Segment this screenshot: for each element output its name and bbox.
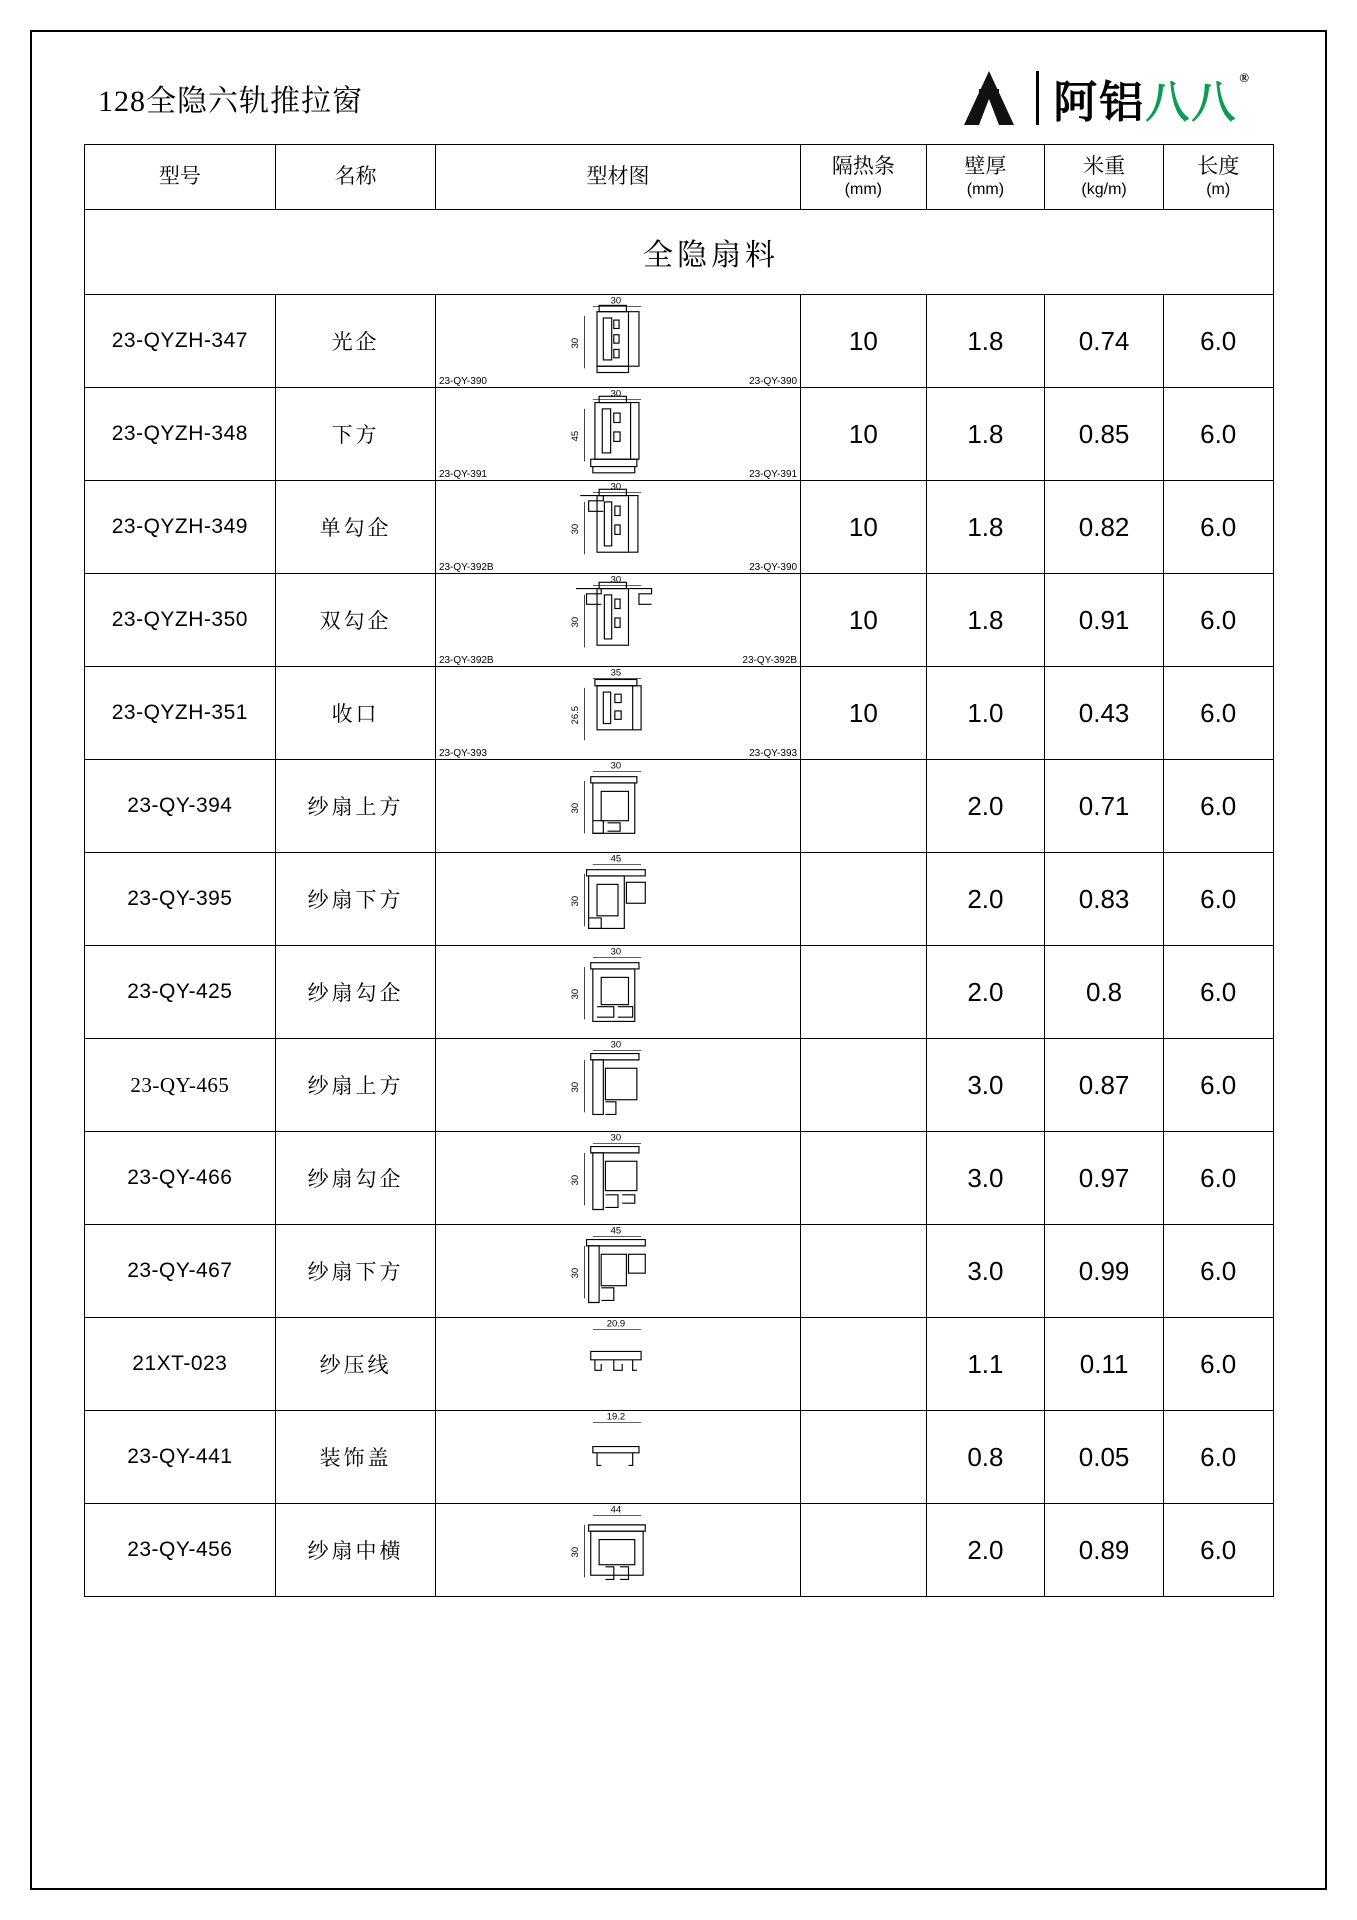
cell-profile-figure <box>435 388 800 481</box>
svg-text:30: 30 <box>569 988 581 1000</box>
profile-cross-section-icon <box>468 948 768 1034</box>
cell-name: 光企 <box>276 295 436 388</box>
svg-text:30: 30 <box>569 1267 581 1279</box>
cell-wall-thickness: 2.0 <box>926 946 1045 1039</box>
cell-wall-thickness: 1.1 <box>926 1318 1045 1411</box>
cell-weight: 0.89 <box>1045 1504 1164 1597</box>
profile-figure <box>437 1506 799 1594</box>
svg-text:30: 30 <box>569 1174 581 1186</box>
profile-cross-section-icon <box>468 1413 768 1499</box>
cell-weight: 0.82 <box>1045 481 1164 574</box>
profile-figure <box>437 948 799 1036</box>
figure-code-left: 23-QY-390 <box>438 376 487 387</box>
table-header-row <box>84 145 1273 210</box>
cell-weight: 0.8 <box>1045 946 1164 1039</box>
logo-mark-icon <box>956 69 1022 127</box>
cell-model: 23-QYZH-350 <box>84 574 276 667</box>
profile-cross-section-icon <box>468 855 768 941</box>
col-header-figure-label: 型材图 <box>586 164 650 188</box>
logo-divider <box>1036 71 1039 125</box>
page-content <box>60 52 1297 1597</box>
cell-name: 单勾企 <box>276 481 436 574</box>
cell-thermal-strip <box>801 760 927 853</box>
cell-wall-thickness: 3.0 <box>926 1132 1045 1225</box>
col-header-wall-thickness-unit: (mm) <box>966 181 1005 199</box>
cell-model: 23-QY-394 <box>84 760 276 853</box>
cell-profile-figure <box>435 1504 800 1597</box>
cell-weight: 0.91 <box>1045 574 1164 667</box>
figure-code-right: 23-QY-392B <box>742 655 798 666</box>
figure-code-right: 23-QY-391 <box>749 469 798 480</box>
cell-weight: 0.74 <box>1045 295 1164 388</box>
cell-wall-thickness: 2.0 <box>926 853 1045 946</box>
svg-text:30: 30 <box>569 523 581 535</box>
col-header-weight-unit: (kg/m) <box>1081 181 1127 199</box>
cell-wall-thickness: 1.8 <box>926 481 1045 574</box>
profile-cross-section-icon <box>468 1134 768 1220</box>
cell-profile-figure <box>435 481 800 574</box>
cell-weight: 0.87 <box>1045 1039 1164 1132</box>
registered-mark: ® <box>1239 70 1251 85</box>
figure-code-right: 23-QY-393 <box>749 748 798 759</box>
svg-text:20.9: 20.9 <box>606 1320 626 1329</box>
table-row <box>84 853 1273 946</box>
cell-name: 下方 <box>276 388 436 481</box>
svg-text:30: 30 <box>569 616 581 628</box>
col-header-length-unit: (m) <box>1206 181 1231 199</box>
profile-figure <box>437 762 799 850</box>
figure-code-right: 23-QY-390 <box>749 376 798 387</box>
svg-text:30: 30 <box>569 337 581 349</box>
profile-cross-section-icon <box>468 1320 768 1406</box>
profile-cross-section-icon <box>468 1506 768 1592</box>
table-row <box>84 1225 1273 1318</box>
figure-code-left: 23-QY-391 <box>438 469 487 480</box>
svg-text:30: 30 <box>610 948 622 957</box>
cell-weight: 0.11 <box>1045 1318 1164 1411</box>
figure-code-left: 23-QY-392B <box>438 562 494 573</box>
svg-text:44: 44 <box>610 1506 622 1515</box>
cell-length: 6.0 <box>1163 1504 1273 1597</box>
table-row <box>84 760 1273 853</box>
logo-text-right: 八八 <box>1145 78 1238 127</box>
cell-weight: 0.71 <box>1045 760 1164 853</box>
profile-figure <box>437 855 799 943</box>
profile-cross-section-icon <box>468 297 768 383</box>
cell-model: 23-QYZH-351 <box>84 667 276 760</box>
col-header-weight <box>1045 145 1164 210</box>
cell-length: 6.0 <box>1163 1225 1273 1318</box>
profile-cross-section-icon <box>468 1227 768 1313</box>
document-header <box>60 52 1297 144</box>
cell-length: 6.0 <box>1163 760 1273 853</box>
cell-wall-thickness: 1.8 <box>926 574 1045 667</box>
cell-length: 6.0 <box>1163 853 1273 946</box>
cell-thermal-strip: 10 <box>801 295 927 388</box>
cell-thermal-strip <box>801 1504 927 1597</box>
profile-figure <box>437 576 799 664</box>
profile-cross-section-icon <box>468 483 768 569</box>
col-header-name-label: 名称 <box>334 164 377 188</box>
svg-text:30: 30 <box>569 802 581 814</box>
profile-figure <box>437 1320 799 1408</box>
col-header-thermal-strip-label: 隔热条 <box>831 154 895 178</box>
cell-thermal-strip <box>801 1039 927 1132</box>
profile-figure <box>437 1134 799 1222</box>
cell-name: 装饰盖 <box>276 1411 436 1504</box>
figure-code-left: 23-QY-392B <box>438 655 494 666</box>
cell-weight: 0.83 <box>1045 853 1164 946</box>
figure-code-left: 23-QY-393 <box>438 748 487 759</box>
cell-thermal-strip <box>801 1318 927 1411</box>
svg-text:30: 30 <box>569 1081 581 1093</box>
svg-text:19.2: 19.2 <box>606 1413 626 1422</box>
cell-profile-figure <box>435 1225 800 1318</box>
profile-figure <box>437 1413 799 1501</box>
section-title: 全隐扇料 <box>84 210 1273 295</box>
cell-model: 23-QY-395 <box>84 853 276 946</box>
profile-figure <box>437 297 799 385</box>
table-row <box>84 667 1273 760</box>
figure-code-right: 23-QY-390 <box>749 562 798 573</box>
col-header-wall-thickness <box>926 145 1045 210</box>
cell-name: 纱扇上方 <box>276 1039 436 1132</box>
col-header-thermal-strip <box>801 145 927 210</box>
table-row <box>84 1132 1273 1225</box>
cell-model: 23-QYZH-347 <box>84 295 276 388</box>
table-row <box>84 574 1273 667</box>
cell-wall-thickness: 3.0 <box>926 1039 1045 1132</box>
svg-text:30: 30 <box>610 1134 622 1143</box>
svg-text:30: 30 <box>610 483 622 492</box>
cell-thermal-strip: 10 <box>801 667 927 760</box>
cell-thermal-strip: 10 <box>801 388 927 481</box>
cell-name: 纱扇勾企 <box>276 1132 436 1225</box>
brand-logo <box>956 66 1279 130</box>
cell-length: 6.0 <box>1163 574 1273 667</box>
svg-text:30: 30 <box>610 297 622 306</box>
cell-profile-figure <box>435 295 800 388</box>
cell-wall-thickness: 2.0 <box>926 760 1045 853</box>
cell-thermal-strip <box>801 1225 927 1318</box>
table-row <box>84 1039 1273 1132</box>
cell-name: 纱扇中横 <box>276 1504 436 1597</box>
table-row <box>84 1411 1273 1504</box>
table-row <box>84 946 1273 1039</box>
cell-length: 6.0 <box>1163 946 1273 1039</box>
svg-text:45: 45 <box>610 1227 622 1236</box>
cell-weight: 0.43 <box>1045 667 1164 760</box>
cell-wall-thickness: 1.8 <box>926 388 1045 481</box>
cell-profile-figure <box>435 1318 800 1411</box>
svg-text:30: 30 <box>610 576 622 585</box>
profile-cross-section-icon <box>468 762 768 848</box>
profile-figure <box>437 483 799 571</box>
cell-wall-thickness: 2.0 <box>926 1504 1045 1597</box>
col-header-length-label: 长度 <box>1197 154 1240 178</box>
cell-profile-figure <box>435 1132 800 1225</box>
profile-cross-section-icon <box>468 576 768 662</box>
svg-text:30: 30 <box>610 762 622 771</box>
cell-thermal-strip <box>801 946 927 1039</box>
col-header-figure <box>435 145 800 210</box>
cell-name: 纱扇上方 <box>276 760 436 853</box>
table-row <box>84 388 1273 481</box>
cell-length: 6.0 <box>1163 1132 1273 1225</box>
col-header-model <box>84 145 276 210</box>
cell-profile-figure <box>435 667 800 760</box>
cell-length: 6.0 <box>1163 388 1273 481</box>
cell-thermal-strip <box>801 1132 927 1225</box>
table-body <box>84 210 1273 1597</box>
cell-weight: 0.97 <box>1045 1132 1164 1225</box>
table-row <box>84 1318 1273 1411</box>
svg-text:45: 45 <box>569 430 581 442</box>
cell-length: 6.0 <box>1163 1318 1273 1411</box>
section-header-row <box>84 210 1273 295</box>
cell-profile-figure <box>435 574 800 667</box>
col-header-model-label: 型号 <box>158 164 201 188</box>
cell-model: 23-QY-441 <box>84 1411 276 1504</box>
cell-name: 纱扇下方 <box>276 853 436 946</box>
cell-length: 6.0 <box>1163 667 1273 760</box>
profile-figure <box>437 1227 799 1315</box>
logo-wordmark <box>1053 66 1251 130</box>
svg-text:30: 30 <box>610 390 622 399</box>
cell-weight: 0.85 <box>1045 388 1164 481</box>
cell-name: 收口 <box>276 667 436 760</box>
table-row <box>84 481 1273 574</box>
col-header-wall-thickness-label: 壁厚 <box>964 154 1007 178</box>
cell-name: 纱扇勾企 <box>276 946 436 1039</box>
svg-text:26.5: 26.5 <box>569 705 581 725</box>
cell-profile-figure <box>435 1411 800 1504</box>
col-header-weight-label: 米重 <box>1083 154 1126 178</box>
profile-figure <box>437 390 799 478</box>
cell-model: 23-QYZH-348 <box>84 388 276 481</box>
page-title: 128全隐六轨推拉窗 <box>98 85 363 118</box>
svg-text:30: 30 <box>569 895 581 907</box>
profile-figure <box>437 669 799 757</box>
triangle-a-icon <box>956 69 1022 127</box>
cell-thermal-strip <box>801 1411 927 1504</box>
cell-thermal-strip <box>801 853 927 946</box>
cell-thermal-strip: 10 <box>801 574 927 667</box>
svg-text:30: 30 <box>610 1041 622 1050</box>
cell-length: 6.0 <box>1163 295 1273 388</box>
cell-model: 23-QY-466 <box>84 1132 276 1225</box>
cell-weight: 0.99 <box>1045 1225 1164 1318</box>
cell-model: 23-QY-456 <box>84 1504 276 1597</box>
cell-model: 23-QY-425 <box>84 946 276 1039</box>
col-header-name <box>276 145 436 210</box>
profile-figure <box>437 1041 799 1129</box>
cell-name: 纱压线 <box>276 1318 436 1411</box>
cell-wall-thickness: 1.0 <box>926 667 1045 760</box>
cell-name: 双勾企 <box>276 574 436 667</box>
table-row <box>84 1504 1273 1597</box>
svg-text:45: 45 <box>610 855 622 864</box>
profile-cross-section-icon <box>468 669 768 755</box>
col-header-length <box>1163 145 1273 210</box>
profile-cross-section-icon <box>468 390 768 476</box>
cell-thermal-strip: 10 <box>801 481 927 574</box>
svg-text:35: 35 <box>610 669 622 678</box>
cell-name: 纱扇下方 <box>276 1225 436 1318</box>
cell-profile-figure <box>435 760 800 853</box>
cell-model: 21XT-023 <box>84 1318 276 1411</box>
profile-cross-section-icon <box>468 1041 768 1127</box>
cell-model: 23-QY-465 <box>84 1039 276 1132</box>
svg-text:30: 30 <box>569 1546 581 1558</box>
cell-wall-thickness: 3.0 <box>926 1225 1045 1318</box>
cell-wall-thickness: 1.8 <box>926 295 1045 388</box>
cell-profile-figure <box>435 853 800 946</box>
cell-length: 6.0 <box>1163 481 1273 574</box>
col-header-thermal-strip-unit: (mm) <box>844 181 882 199</box>
logo-text-left: 阿铝 <box>1053 78 1146 127</box>
table-row <box>84 295 1273 388</box>
cell-length: 6.0 <box>1163 1039 1273 1132</box>
profile-spec-table <box>84 144 1274 1597</box>
cell-wall-thickness: 0.8 <box>926 1411 1045 1504</box>
cell-weight: 0.05 <box>1045 1411 1164 1504</box>
cell-model: 23-QYZH-349 <box>84 481 276 574</box>
cell-profile-figure <box>435 1039 800 1132</box>
cell-model: 23-QY-467 <box>84 1225 276 1318</box>
cell-profile-figure <box>435 946 800 1039</box>
cell-length: 6.0 <box>1163 1411 1273 1504</box>
